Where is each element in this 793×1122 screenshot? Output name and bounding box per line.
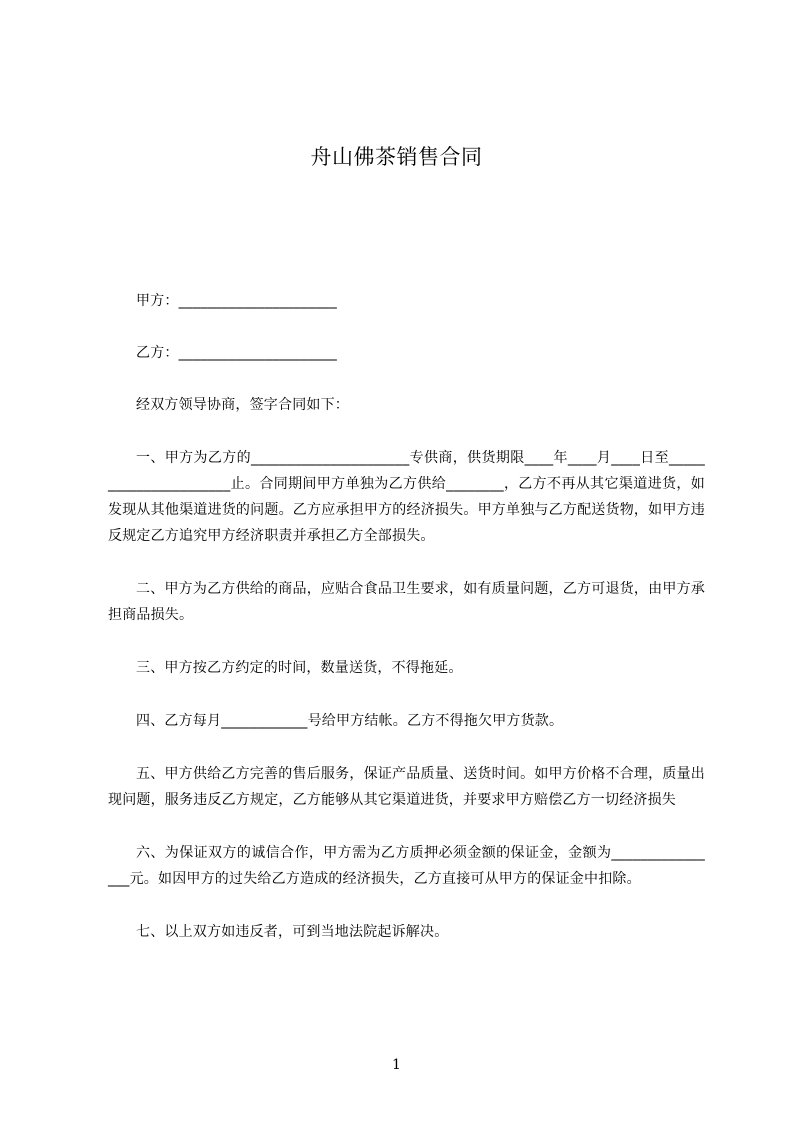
- clause-2: 二、甲方为乙方供给的商品，应贴合食品卫生要求，如有质量问题，乙方可退货，由甲方承担商品损失。: [108, 581, 705, 623]
- spacer: [108, 628, 705, 655]
- party-a-line: 甲方：______________________: [136, 293, 337, 309]
- clause-5: 五、甲方供给乙方完善的售后服务，保证产品质量、送货时间。如甲方价格不合理，质量出现问题，服务违反乙方规定，乙方能够从其它渠道进货，并要求甲方赔偿乙方一切经济损失: [108, 766, 705, 808]
- intro-line: 经双方领导协商，签字合同如下：: [136, 397, 349, 413]
- spacer: [108, 892, 705, 919]
- spacer: [108, 681, 705, 708]
- party-b-line: 乙方：______________________: [136, 345, 337, 361]
- spacer: [108, 549, 705, 576]
- clause-4: 四、乙方每月____________号给甲方结帐。乙方不得拖欠甲方货款。: [136, 713, 564, 729]
- clause-6: 六、为保证双方的诚信合作，甲方需为乙方质押必须金额的保证金，金额为________________元。如因甲方的过失给乙方造成的经济损失，乙方直接可从甲方的保证金中扣除。: [108, 845, 705, 887]
- spacer: [108, 314, 705, 340]
- spacer: [108, 813, 705, 840]
- spacer: [108, 734, 705, 761]
- page-number: 1: [392, 1057, 401, 1073]
- clause-7: 七、以上双方如违反者，可到当地法院起诉解决。: [136, 924, 449, 940]
- spacer: [108, 418, 705, 445]
- document-title: 舟山佛茶销售合同: [310, 145, 483, 169]
- clause-3: 三、甲方按乙方约定的时间，数量送货，不得拖延。: [136, 660, 463, 676]
- document-body: [108, 288, 705, 945]
- clause-1: 一、甲方为乙方的______________________专供商，供货期限____年____月____日至______________________止。合同期间甲方单独为乙方供给________，乙方不再从其它渠道进货，如发现从其他渠道进货的问题。乙方应承担甲方的经济损失。甲方单独与乙方配送货物，如甲方违反规定乙方追究甲方经济职责并承担乙方全部损失。: [108, 450, 705, 544]
- spacer: [108, 366, 705, 392]
